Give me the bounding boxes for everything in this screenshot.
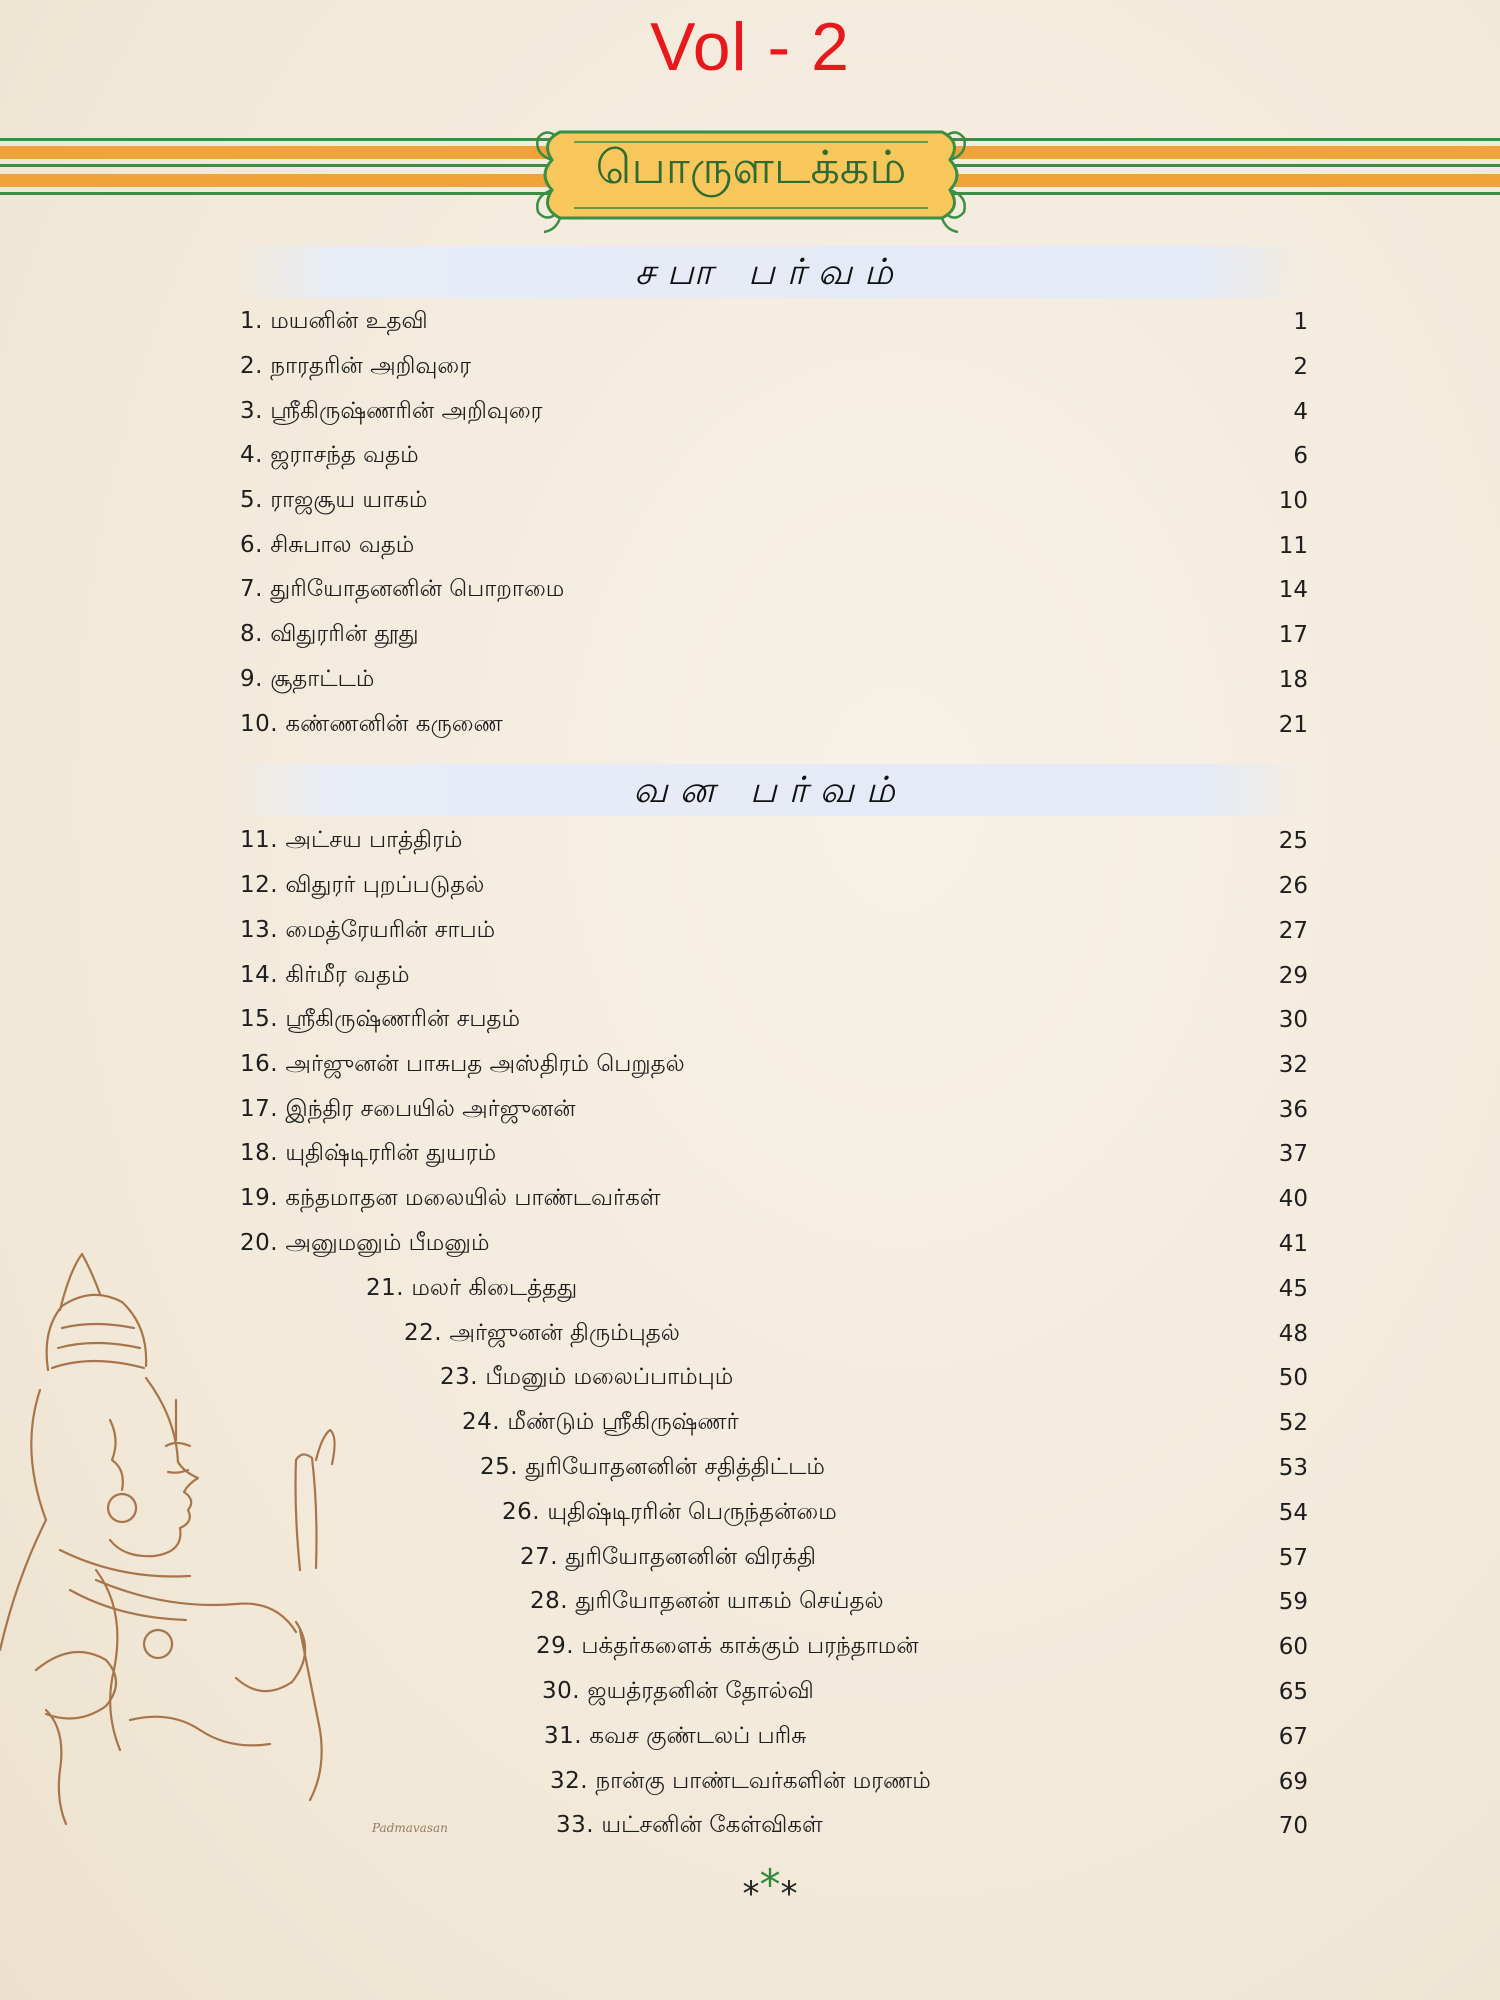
toc-page-number: 18 <box>1278 667 1308 693</box>
footer-ornament: *** <box>742 1860 798 1914</box>
toc-entry[interactable] <box>502 1493 1308 1533</box>
toc-entry[interactable] <box>366 1269 1308 1309</box>
section-header-sabha <box>230 246 1310 298</box>
toc-page-number: 50 <box>1278 1365 1308 1391</box>
toc-entry[interactable] <box>536 1627 1308 1667</box>
toc-entry-label: 18. யுதிஷ்டிரரின் துயரம் <box>240 1139 497 1166</box>
toc-page-number: 10 <box>1278 488 1308 514</box>
volume-label: Vol - 2 <box>650 9 850 85</box>
toc-page-number: 1 <box>1293 309 1308 335</box>
toc-entry[interactable] <box>520 1538 1308 1578</box>
toc-page-number: 54 <box>1278 1500 1308 1526</box>
toc-page-number: 37 <box>1278 1141 1308 1167</box>
toc-entry[interactable] <box>240 302 1308 342</box>
toc-entry[interactable] <box>240 436 1308 476</box>
toc-entry[interactable] <box>240 866 1308 906</box>
toc-entry[interactable] <box>240 1045 1308 1085</box>
toc-entry-label: 29. பக்தர்களைக் காக்கும் பரந்தாமன் <box>536 1632 919 1659</box>
toc-entry[interactable] <box>542 1672 1308 1712</box>
toc-page-number: 70 <box>1278 1813 1308 1839</box>
toc-entry-label: 25. துரியோதனனின் சதித்திட்டம் <box>480 1453 825 1480</box>
section-title: சபா பர்வம் <box>635 252 905 293</box>
toc-entry-label: 21. மலர் கிடைத்தது <box>366 1274 578 1301</box>
toc-page-number: 36 <box>1278 1097 1308 1123</box>
toc-entry-label: 11. அட்சய பாத்திரம் <box>240 826 463 853</box>
toc-page-number: 2 <box>1293 354 1308 380</box>
toc-page-number: 41 <box>1278 1231 1308 1257</box>
toc-entry-label: 13. மைத்ரேயரின் சாபம் <box>240 916 496 943</box>
toc-entry-label: 9. சூதாட்டம் <box>240 665 375 692</box>
toc-page-number: 11 <box>1278 533 1308 559</box>
toc-page-number: 59 <box>1278 1589 1308 1615</box>
toc-entry-label: 22. அர்ஜுனன் திரும்புதல் <box>404 1319 680 1346</box>
toc-entry[interactable] <box>240 615 1308 655</box>
figure-illustration <box>0 1250 470 1840</box>
toc-entry[interactable] <box>440 1358 1308 1398</box>
toc-entry[interactable] <box>240 481 1308 521</box>
toc-entry-label: 14. கிர்மீர வதம் <box>240 961 410 988</box>
toc-entry[interactable] <box>462 1403 1308 1443</box>
toc-entry[interactable] <box>240 1134 1308 1174</box>
toc-entry[interactable] <box>530 1582 1308 1622</box>
toc-entry-label: 1. மயனின் உதவி <box>240 307 428 334</box>
toc-entry-label: 16. அர்ஜுனன் பாசுபத அஸ்திரம் பெறுதல் <box>240 1050 685 1077</box>
toc-entry-label: 6. சிசுபால வதம் <box>240 531 415 558</box>
toc-entry[interactable] <box>556 1806 1308 1846</box>
toc-entry[interactable] <box>240 392 1308 432</box>
toc-page-number: 67 <box>1278 1724 1308 1750</box>
section-header-vana <box>230 764 1310 816</box>
toc-entry-label: 28. துரியோதனன் யாகம் செய்தல் <box>530 1587 884 1614</box>
svg-text:Padmavasan: Padmavasan <box>372 1821 448 1835</box>
toc-entry[interactable] <box>240 705 1308 745</box>
toc-entry-label: 33. யட்சனின் கேள்விகள் <box>556 1811 823 1838</box>
toc-entry-label: 5. ராஜசூய யாகம் <box>240 486 428 513</box>
toc-page-number: 69 <box>1278 1769 1308 1795</box>
toc-page-number: 60 <box>1278 1634 1308 1660</box>
toc-page-number: 57 <box>1278 1545 1308 1571</box>
toc-entry-label: 30. ஜயத்ரதனின் தோல்வி <box>542 1677 814 1704</box>
banner-title: பொருளடக்கம் <box>595 140 907 194</box>
toc-entry[interactable] <box>240 911 1308 951</box>
toc-page-number: 52 <box>1278 1410 1308 1436</box>
toc-entry-label: 10. கண்ணனின் கருணை <box>240 710 503 737</box>
toc-page-number: 40 <box>1278 1186 1308 1212</box>
toc-page-number: 25 <box>1278 828 1308 854</box>
toc-entry[interactable] <box>550 1762 1308 1802</box>
toc-entry-label: 19. கந்தமாதன மலையில் பாண்டவர்கள் <box>240 1184 661 1211</box>
section-title: வன பர்வம் <box>633 770 907 811</box>
toc-entry[interactable] <box>240 526 1308 566</box>
toc-entry-label: 4. ஜராசந்த வதம் <box>240 441 419 468</box>
toc-entry[interactable] <box>240 821 1308 861</box>
toc-entry-label: 24. மீண்டும் ஸ்ரீகிருஷ்ணர் <box>462 1408 739 1435</box>
toc-page-number: 29 <box>1278 963 1308 989</box>
toc-entry-label: 32. நான்கு பாண்டவர்களின் மரணம் <box>550 1767 931 1794</box>
toc-entry[interactable] <box>240 1179 1308 1219</box>
toc-entry[interactable] <box>240 660 1308 700</box>
toc-page-number: 27 <box>1278 918 1308 944</box>
toc-entry-label: 26. யுதிஷ்டிரரின் பெருந்தன்மை <box>502 1498 837 1525</box>
toc-page-number: 45 <box>1278 1276 1308 1302</box>
toc-page-number: 65 <box>1278 1679 1308 1705</box>
toc-page-number: 6 <box>1293 443 1308 469</box>
toc-entry-label: 12. விதுரர் புறப்படுதல் <box>240 871 485 898</box>
toc-entry-label: 23. பீமனும் மலைப்பாம்பும் <box>440 1363 734 1390</box>
toc-page-number: 21 <box>1278 712 1308 738</box>
toc-page-number: 32 <box>1278 1052 1308 1078</box>
toc-entry-label: 17. இந்திர சபையில் அர்ஜுனன் <box>240 1095 576 1122</box>
toc-entry[interactable] <box>240 570 1308 610</box>
toc-page-number: 4 <box>1293 399 1308 425</box>
toc-entry-label: 2. நாரதரின் அறிவுரை <box>240 352 472 379</box>
toc-page-number: 30 <box>1278 1007 1308 1033</box>
toc-entry-label: 27. துரியோதனனின் விரக்தி <box>520 1543 816 1570</box>
toc-entry[interactable] <box>240 1090 1308 1130</box>
toc-entry-label: 8. விதுரரின் தூது <box>240 620 419 647</box>
toc-page-number: 53 <box>1278 1455 1308 1481</box>
toc-entry[interactable] <box>240 1000 1308 1040</box>
toc-page-number: 14 <box>1278 577 1308 603</box>
toc-entry-label: 3. ஸ்ரீகிருஷ்ணரின் அறிவுரை <box>240 397 543 424</box>
toc-entry-label: 31. கவச குண்டலப் பரிசு <box>544 1722 807 1749</box>
toc-entry[interactable] <box>544 1717 1308 1757</box>
toc-page-number: 26 <box>1278 873 1308 899</box>
toc-entry[interactable] <box>240 347 1308 387</box>
toc-page-number: 17 <box>1278 622 1308 648</box>
toc-page-number: 48 <box>1278 1321 1308 1347</box>
toc-entry-label: 15. ஸ்ரீகிருஷ்ணரின் சபதம் <box>240 1005 520 1032</box>
toc-entry-label: 20. அனுமனும் பீமனும் <box>240 1229 490 1256</box>
toc-entry-label: 7. துரியோதனனின் பொறாமை <box>240 575 565 602</box>
toc-entry[interactable] <box>404 1314 1308 1354</box>
toc-entry[interactable] <box>240 956 1308 996</box>
toc-entry[interactable] <box>480 1448 1308 1488</box>
